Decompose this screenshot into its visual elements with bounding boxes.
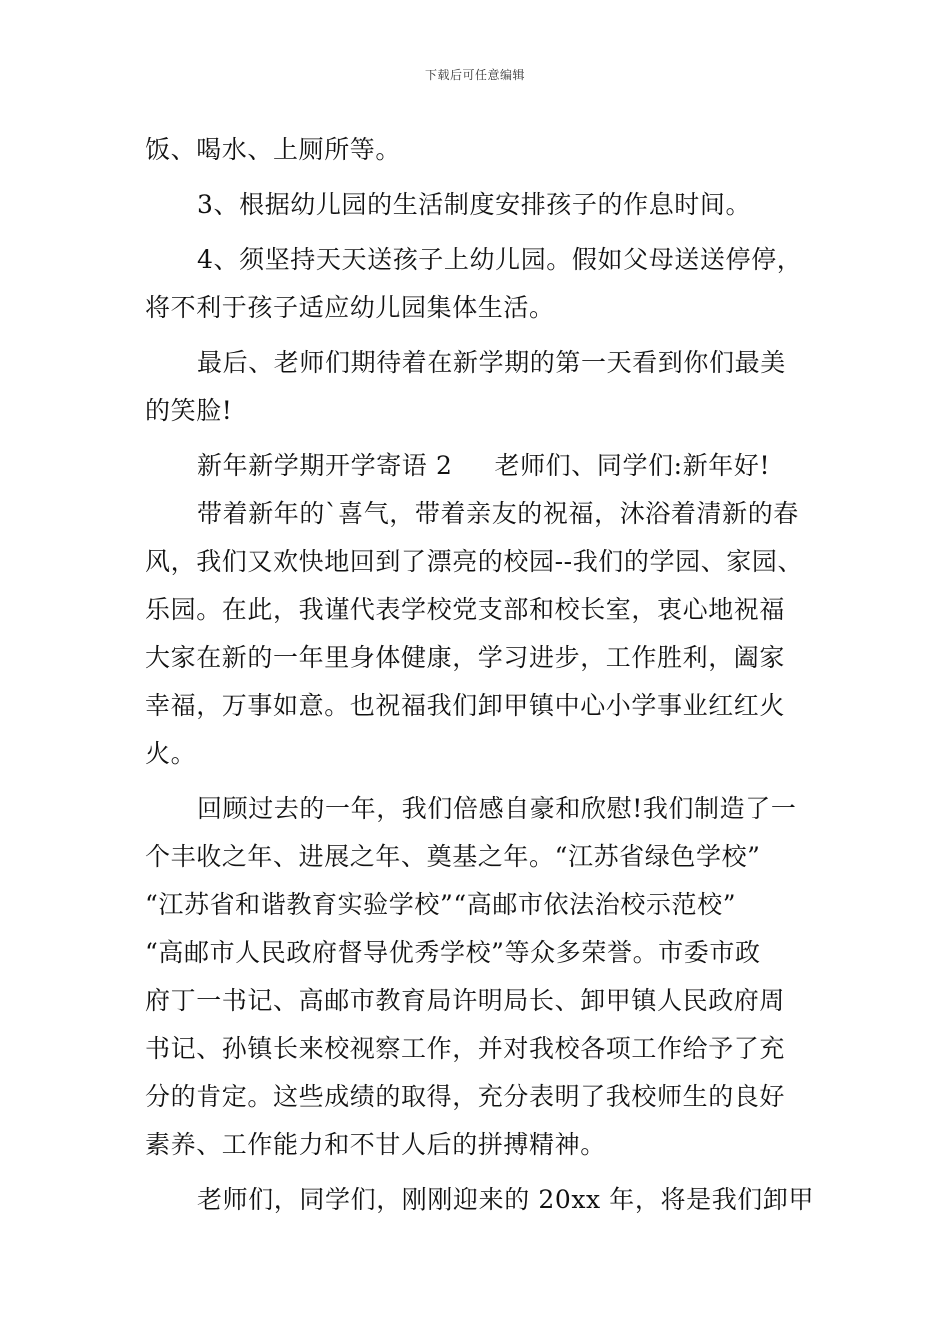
text-line: 回顾过去的一年，我们倍感自豪和欣慰!我们制造了一 xyxy=(197,794,797,823)
greeting: 老师们、同学们:新年好! xyxy=(494,451,771,480)
text-line: 大家在新的一年里身体健康，学习进步，工作胜利，阖家 xyxy=(145,643,786,672)
text-line: 将不利于孩子适应幼儿园集体生活。 xyxy=(145,293,555,322)
text-line: “高邮市人民政府督导优秀学校”等众多荣誉。市委市政 xyxy=(145,938,761,967)
section-heading-line xyxy=(145,442,815,490)
text-line: 幸福，万事如意。也祝福我们卸甲镇中心小学事业红红火 xyxy=(145,691,786,720)
text-line: 3、根据幼儿园的生活制度安排孩子的作息时间。 xyxy=(197,190,752,219)
text-line: 带着新年的`喜气，带着亲友的祝福，沐浴着清新的春 xyxy=(197,499,799,528)
text-line: 的笑脸! xyxy=(145,396,233,425)
text-line: 个丰收之年、进展之年、奠基之年。“江苏省绿色学校” xyxy=(145,842,761,871)
text-line: 4、须坚持天天送孩子上幼儿园。假如父母送送停停， xyxy=(197,245,803,274)
text-line: 老师们，同学们，刚刚迎来的 20xx 年，将是我们卸甲 xyxy=(197,1185,815,1214)
page-header: 下载后可任意编辑 xyxy=(424,68,525,82)
document-body xyxy=(145,126,815,1224)
text-line: “江苏省和谐教育实验学校”“高邮市依法治校示范校” xyxy=(145,890,737,919)
text-line: 最后、老师们期待着在新学期的第一天看到你们最美 xyxy=(197,348,786,377)
text-line: 府丁一书记、高邮市教育局许明局长、卸甲镇人民政府周 xyxy=(145,986,786,1015)
text-line: 乐园。在此，我谨代表学校党支部和校长室，衷心地祝福 xyxy=(145,595,786,624)
section-heading: 新年新学期开学寄语 2 xyxy=(197,451,453,480)
text-line: 火。 xyxy=(145,739,197,768)
text-line: 分的肯定。这些成绩的取得，充分表明了我校师生的良好 xyxy=(145,1082,786,1111)
text-line: 饭、喝水、上厕所等。 xyxy=(145,135,402,164)
text-line: 素养、工作能力和不甘人后的拼搏精神。 xyxy=(145,1130,606,1159)
text-line: 书记、孙镇长来校视察工作，并对我校各项工作给予了充 xyxy=(145,1034,786,1063)
text-line: 风，我们又欢快地回到了漂亮的校园--我们的学园、家园、 xyxy=(145,547,804,576)
